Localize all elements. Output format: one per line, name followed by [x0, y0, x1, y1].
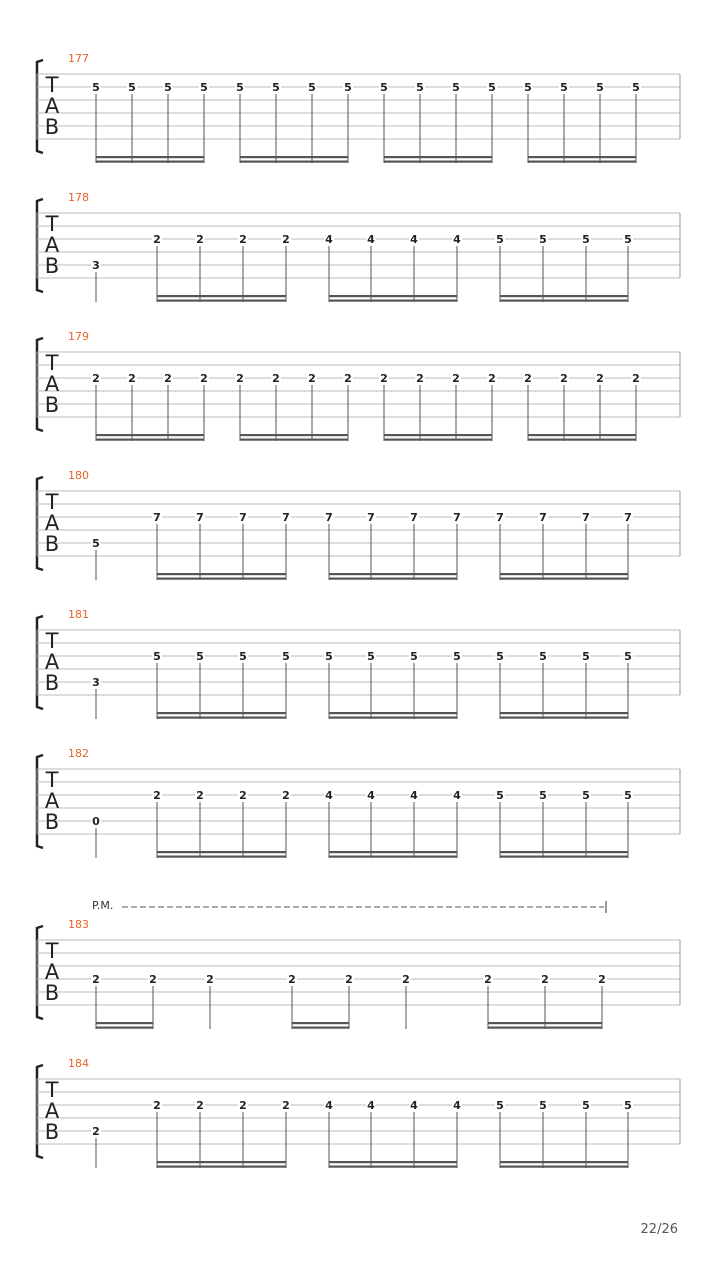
fret-number: 2 — [92, 372, 100, 385]
fret-number: 5 — [92, 537, 100, 550]
tab-clef-letter: A — [44, 511, 60, 535]
fret-number: 5 — [196, 650, 204, 663]
measure-number: 183 — [68, 918, 89, 931]
tab-system-179 — [37, 330, 680, 441]
fret-number: 2 — [128, 372, 136, 385]
fret-number: 5 — [496, 650, 504, 663]
beam — [384, 434, 492, 436]
fret-number: 2 — [153, 789, 161, 802]
beam — [157, 851, 286, 853]
beam — [292, 1022, 349, 1024]
fret-number: 2 — [380, 372, 388, 385]
fret-number: 4 — [367, 233, 375, 246]
fret-number: 2 — [402, 973, 410, 986]
beam — [488, 1022, 545, 1024]
fret-number: 5 — [282, 650, 290, 663]
beam — [329, 295, 457, 297]
fret-number: 2 — [196, 1099, 204, 1112]
fret-number: 5 — [624, 789, 632, 802]
fret-number: 7 — [624, 511, 632, 524]
fret-number: 2 — [598, 973, 606, 986]
tab-system-183 — [37, 899, 680, 1029]
fret-number: 5 — [308, 81, 316, 94]
measure-number: 180 — [68, 469, 89, 482]
fret-number: 5 — [453, 650, 461, 663]
fret-number: 5 — [367, 650, 375, 663]
beam — [329, 573, 457, 575]
fret-number: 3 — [92, 676, 100, 689]
tab-clef-letter: B — [44, 532, 60, 556]
beam — [545, 1027, 602, 1029]
fret-number: 2 — [272, 372, 280, 385]
measure-number: 181 — [68, 608, 89, 621]
beam — [500, 851, 628, 853]
fret-number: 4 — [410, 233, 418, 246]
tab-clef-letter: B — [44, 1120, 60, 1144]
fret-number: 7 — [282, 511, 290, 524]
fret-number: 4 — [367, 1099, 375, 1112]
beam — [500, 300, 628, 302]
fret-number: 5 — [539, 789, 547, 802]
fret-number: 7 — [453, 511, 461, 524]
beam — [528, 434, 636, 436]
fret-number: 2 — [164, 372, 172, 385]
tab-system-180 — [37, 469, 680, 580]
fret-number: 5 — [239, 650, 247, 663]
fret-number: 7 — [367, 511, 375, 524]
measure-number: 182 — [68, 747, 89, 760]
fret-number: 5 — [416, 81, 424, 94]
fret-number: 5 — [380, 81, 388, 94]
fret-number: 7 — [539, 511, 547, 524]
fret-number: 4 — [325, 1099, 333, 1112]
fret-number: 5 — [344, 81, 352, 94]
beam — [384, 161, 492, 163]
fret-number: 2 — [524, 372, 532, 385]
fret-number: 2 — [632, 372, 640, 385]
tab-clef-letter: B — [44, 115, 60, 139]
fret-number: 5 — [92, 81, 100, 94]
tab-clef-letter: T — [45, 212, 59, 236]
beam — [157, 1166, 286, 1168]
beam — [157, 573, 286, 575]
fret-number: 2 — [282, 1099, 290, 1112]
fret-number: 2 — [236, 372, 244, 385]
fret-number: 2 — [484, 973, 492, 986]
beam — [329, 1161, 457, 1163]
beam — [329, 578, 457, 580]
tab-clef-letter: T — [45, 629, 59, 653]
beam — [500, 717, 628, 719]
beam — [545, 1022, 602, 1024]
beam — [500, 856, 628, 858]
tab-clef-letter: B — [44, 254, 60, 278]
fret-number: 7 — [153, 511, 161, 524]
beam — [500, 573, 628, 575]
beam — [96, 1022, 153, 1024]
fret-number: 5 — [560, 81, 568, 94]
tab-clef-letter: A — [44, 233, 60, 257]
palm-mute-label: P.M. — [92, 899, 114, 912]
beam — [292, 1027, 349, 1029]
fret-number: 5 — [272, 81, 280, 94]
tab-clef-letter: A — [44, 372, 60, 396]
beam — [96, 434, 204, 436]
fret-number: 5 — [325, 650, 333, 663]
fret-number: 5 — [624, 650, 632, 663]
beam — [528, 439, 636, 441]
beam — [157, 712, 286, 714]
measure-number: 177 — [68, 52, 89, 65]
fret-number: 5 — [582, 789, 590, 802]
fret-number: 4 — [325, 233, 333, 246]
fret-number: 2 — [345, 973, 353, 986]
beam — [488, 1027, 545, 1029]
fret-number: 7 — [496, 511, 504, 524]
beam — [96, 161, 204, 163]
fret-number: 4 — [367, 789, 375, 802]
fret-number: 5 — [582, 1099, 590, 1112]
beam — [528, 156, 636, 158]
beam — [329, 712, 457, 714]
fret-number: 5 — [596, 81, 604, 94]
beam — [500, 295, 628, 297]
fret-number: 2 — [239, 1099, 247, 1112]
fret-number: 3 — [92, 259, 100, 272]
fret-number: 5 — [452, 81, 460, 94]
fret-number: 2 — [308, 372, 316, 385]
beam — [500, 1166, 628, 1168]
fret-number: 5 — [624, 233, 632, 246]
measure-number: 184 — [68, 1057, 89, 1070]
fret-number: 5 — [410, 650, 418, 663]
fret-number: 5 — [539, 233, 547, 246]
fret-number: 2 — [541, 973, 549, 986]
beam — [240, 439, 348, 441]
beam — [157, 295, 286, 297]
beam — [500, 578, 628, 580]
fret-number: 2 — [153, 1099, 161, 1112]
fret-number: 2 — [452, 372, 460, 385]
beam — [500, 712, 628, 714]
tab-system-184 — [37, 1057, 680, 1168]
tab-system-181 — [37, 608, 680, 719]
fret-number: 2 — [200, 372, 208, 385]
fret-number: 5 — [624, 1099, 632, 1112]
beam — [500, 1161, 628, 1163]
beam — [329, 717, 457, 719]
fret-number: 7 — [582, 511, 590, 524]
fret-number: 5 — [153, 650, 161, 663]
beam — [240, 161, 348, 163]
fret-number: 2 — [206, 973, 214, 986]
beam — [240, 434, 348, 436]
tab-clef-letter: A — [44, 650, 60, 674]
beam — [96, 1027, 153, 1029]
fret-number: 5 — [582, 233, 590, 246]
tab-clef-letter: T — [45, 768, 59, 792]
fret-number: 2 — [239, 789, 247, 802]
fret-number: 5 — [488, 81, 496, 94]
fret-number: 2 — [153, 233, 161, 246]
fret-number: 2 — [282, 233, 290, 246]
tab-system-177 — [37, 52, 680, 163]
tab-clef-letter: B — [44, 810, 60, 834]
tab-clef-letter: B — [44, 671, 60, 695]
measure-number: 179 — [68, 330, 89, 343]
tab-clef-letter: T — [45, 1078, 59, 1102]
fret-number: 5 — [524, 81, 532, 94]
tab-clef-letter: T — [45, 73, 59, 97]
fret-number: 5 — [496, 789, 504, 802]
beam — [329, 856, 457, 858]
beam — [384, 156, 492, 158]
fret-number: 0 — [92, 815, 100, 828]
fret-number: 7 — [196, 511, 204, 524]
fret-number: 2 — [92, 1125, 100, 1138]
fret-number: 7 — [239, 511, 247, 524]
tab-clef-letter: B — [44, 981, 60, 1005]
beam — [528, 161, 636, 163]
beam — [157, 300, 286, 302]
fret-number: 2 — [196, 789, 204, 802]
fret-number: 4 — [410, 789, 418, 802]
fret-number: 2 — [560, 372, 568, 385]
fret-number: 2 — [92, 973, 100, 986]
tab-clef-letter: A — [44, 1099, 60, 1123]
fret-number: 5 — [128, 81, 136, 94]
fret-number: 5 — [539, 650, 547, 663]
fret-number: 5 — [164, 81, 172, 94]
fret-number: 5 — [539, 1099, 547, 1112]
fret-number: 5 — [582, 650, 590, 663]
tab-clef-letter: T — [45, 351, 59, 375]
fret-number: 2 — [288, 973, 296, 986]
fret-number: 2 — [488, 372, 496, 385]
fret-number: 5 — [200, 81, 208, 94]
fret-number: 2 — [282, 789, 290, 802]
beam — [240, 156, 348, 158]
tab-clef-letter: T — [45, 490, 59, 514]
tab-system-182 — [37, 747, 680, 858]
fret-number: 4 — [410, 1099, 418, 1112]
tab-clef-letter: A — [44, 789, 60, 813]
tab-system-178 — [37, 191, 680, 302]
fret-number: 2 — [196, 233, 204, 246]
fret-number: 7 — [410, 511, 418, 524]
tab-clef-letter: B — [44, 393, 60, 417]
fret-number: 2 — [239, 233, 247, 246]
fret-number: 4 — [325, 789, 333, 802]
page-number: 22/26 — [640, 1222, 678, 1237]
fret-number: 7 — [325, 511, 333, 524]
fret-number: 4 — [453, 789, 461, 802]
beam — [157, 1161, 286, 1163]
fret-number: 2 — [596, 372, 604, 385]
fret-number: 5 — [496, 233, 504, 246]
beam — [96, 156, 204, 158]
beam — [329, 1166, 457, 1168]
measure-number: 178 — [68, 191, 89, 204]
fret-number: 5 — [236, 81, 244, 94]
beam — [329, 300, 457, 302]
tab-clef-letter: A — [44, 960, 60, 984]
beam — [157, 578, 286, 580]
fret-number: 5 — [632, 81, 640, 94]
fret-number: 5 — [496, 1099, 504, 1112]
fret-number: 4 — [453, 1099, 461, 1112]
tab-clef-letter: T — [45, 939, 59, 963]
tab-clef-letter: A — [44, 94, 60, 118]
fret-number: 2 — [416, 372, 424, 385]
fret-number: 2 — [344, 372, 352, 385]
fret-number: 4 — [453, 233, 461, 246]
beam — [157, 856, 286, 858]
beam — [329, 851, 457, 853]
beam — [96, 439, 204, 441]
fret-number: 2 — [149, 973, 157, 986]
beam — [157, 717, 286, 719]
beam — [384, 439, 492, 441]
